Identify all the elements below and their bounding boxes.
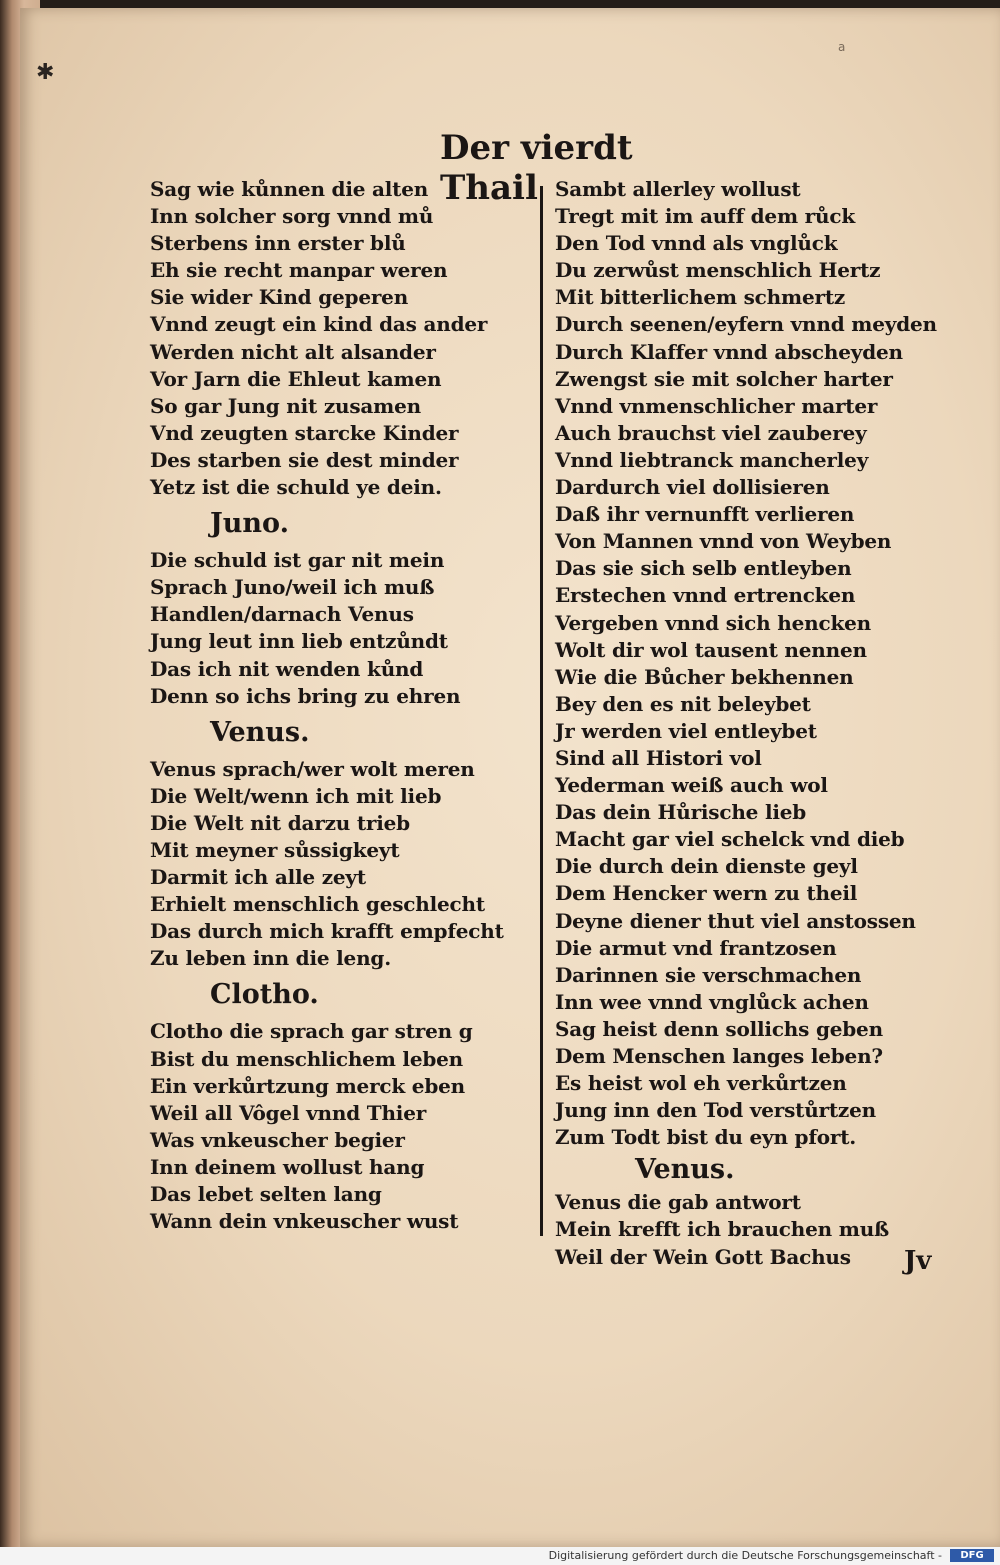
verse-line: Vor Jarn die Ehleut kamen (150, 366, 442, 391)
running-head: Der vierdt Thail (440, 128, 633, 208)
verse-line: Vergeben vnnd sich hencken (555, 610, 871, 635)
ornament-mark: ✱ (36, 60, 55, 85)
verse-line: Jung inn den Tod verstůrtzen (555, 1098, 876, 1123)
verse-line: Weil all Vôgel vnnd Thier (150, 1100, 427, 1125)
verse-line: Handlen/darnach Venus (150, 602, 414, 627)
verse-line: Sprach Juno/weil ich muß (150, 575, 435, 600)
verse-line: Sambt allerley wollust (555, 177, 801, 201)
verse-line: Denn so ichs bring zu ehren (150, 683, 461, 708)
verse-line: Daß ihr vernunfft verlieren (555, 502, 855, 527)
verse-line: Die Welt nit darzu trieb (150, 810, 410, 835)
verse-line: Das durch mich krafft empfecht (150, 919, 504, 944)
verse-line: Eh sie recht manpar weren (150, 258, 448, 283)
verse-line: Vnnd liebtranck mancherley (555, 447, 869, 472)
verse-line: Jung leut inn lieb entzůndt (150, 629, 448, 654)
verse-line: Darmit ich alle zeyt (150, 865, 366, 890)
verse-line: Bist du menschlichem leben (150, 1046, 463, 1071)
verse-line: Ein verkůrtzung merck eben (150, 1073, 465, 1098)
verse-line: Clotho die sprach gar stren g (150, 1019, 473, 1044)
verse-line: So gar Jung nit zusamen (150, 393, 421, 418)
verse-line: Durch seenen/eyfern vnnd meyden (555, 312, 937, 337)
verse-line: Das lebet selten lang (150, 1182, 382, 1206)
dfg-logo-icon: DFG (950, 1549, 994, 1562)
speaker-heading: Venus. (635, 1154, 735, 1186)
verse-line: Vnnd vnmenschlicher marter (555, 393, 878, 418)
verse-line: Du zerwůst menschlich Hertz (555, 258, 881, 283)
verse-line: Inn solcher sorg vnnd mů (150, 204, 434, 229)
verse-line: Sag wie kůnnen die alten (150, 177, 429, 201)
verse-line: Des starben sie dest minder (150, 447, 459, 472)
verse-line: Was vnkeuscher begier (150, 1127, 405, 1152)
verse-line: Sterbens inn erster blů (150, 231, 406, 256)
verse-line: Yederman weiß auch wol (555, 773, 828, 798)
verse-line: Sag heist denn sollichs geben (555, 1016, 883, 1041)
verse-line: Inn deinem wollust hang (150, 1154, 425, 1179)
verse-line: Die durch dein dienste geyl (555, 854, 858, 879)
funding-note: Digitalisierung gefördert durch die Deutsche Forschungsgemeinschaft - (548, 1549, 942, 1562)
verse-line: Mit meyner sůssigkeyt (150, 837, 400, 862)
verse-line: Darinnen sie verschmachen (555, 962, 862, 987)
verse-line: Den Tod vnnd als vnglůck (555, 231, 838, 256)
speaker-heading: Venus. (210, 716, 310, 748)
verse-line: Von Mannen vnnd von Weyben (555, 529, 892, 554)
verse-line: Es heist wol eh verkůrtzen (555, 1071, 847, 1096)
verse-line: Durch Klaffer vnnd abscheyden (555, 339, 903, 364)
verse-line: Erhielt menschlich geschlecht (150, 892, 485, 917)
verse-line: Deyne diener thut viel anstossen (555, 908, 916, 933)
verse-line: Werden nicht alt alsander (150, 339, 436, 364)
verse-line: Dem Menschen langes leben? (555, 1044, 883, 1068)
speaker-heading: Clotho. (210, 979, 319, 1011)
verse-line: Mit bitterlichem schmertz (555, 285, 846, 310)
verse-line: Auch brauchst viel zauberey (555, 420, 867, 445)
verse-line: Die schuld ist gar nit mein (150, 548, 445, 573)
verse-line: Dem Hencker wern zu theil (555, 881, 858, 906)
catchword: Jv (904, 1246, 932, 1276)
verse-line: Yetz ist die schuld ye dein. (150, 475, 442, 500)
column-rule (540, 186, 543, 1236)
verse-line: Die Welt/wenn ich mit lieb (150, 783, 442, 808)
verse-line: Bey den es nit beleybet (555, 691, 811, 716)
verse-line: Macht gar viel schelck vnd dieb (555, 827, 905, 852)
verse-line: Erstechen vnnd ertrencken (555, 583, 856, 608)
verse-line: Die armut vnd frantzosen (555, 935, 837, 960)
verse-line: Wie die Bůcher bekhennen (555, 664, 854, 689)
verse-line: Zum Todt bist du eyn pfort. (555, 1125, 857, 1150)
verse-line: Vnnd zeugt ein kind das ander (150, 312, 488, 337)
left-column (150, 176, 504, 1235)
verse-line: Das ich nit wenden kůnd (150, 656, 424, 681)
verse-line: Wann dein vnkeuscher wust (150, 1209, 459, 1234)
verse-line: Das sie sich selb entleyben (555, 556, 852, 581)
verse-line: Weil der Wein Gott Bachus (555, 1244, 851, 1269)
verse-line: Inn wee vnnd vnglůck achen (555, 989, 869, 1014)
verse-line: Das dein Hůrische lieb (555, 800, 807, 825)
verse-line: Vnd zeugten starcke Kinder (150, 420, 459, 445)
footer-bar (0, 1547, 1000, 1565)
verse-line: Zu leben inn die leng. (150, 946, 391, 971)
verse-line: Jr werden viel entleybet (555, 718, 817, 743)
verse-line: Dardurch viel dollisieren (555, 475, 830, 500)
signature-mark: a (838, 40, 846, 54)
verse-line: Sie wider Kind geperen (150, 285, 409, 310)
speaker-heading: Juno. (210, 508, 289, 540)
verse-line: Zwengst sie mit solcher harter (555, 366, 893, 391)
verse-line: Wolt dir wol tausent nennen (555, 637, 867, 662)
verse-line: Venus sprach/wer wolt meren (150, 756, 475, 781)
verse-line: Sind all Histori vol (555, 745, 762, 770)
verse-line: Tregt mit im auff dem růck (555, 204, 855, 229)
verse-line: Venus die gab antwort (555, 1190, 801, 1215)
verse-line: Mein krefft ich brauchen muß (555, 1217, 890, 1242)
